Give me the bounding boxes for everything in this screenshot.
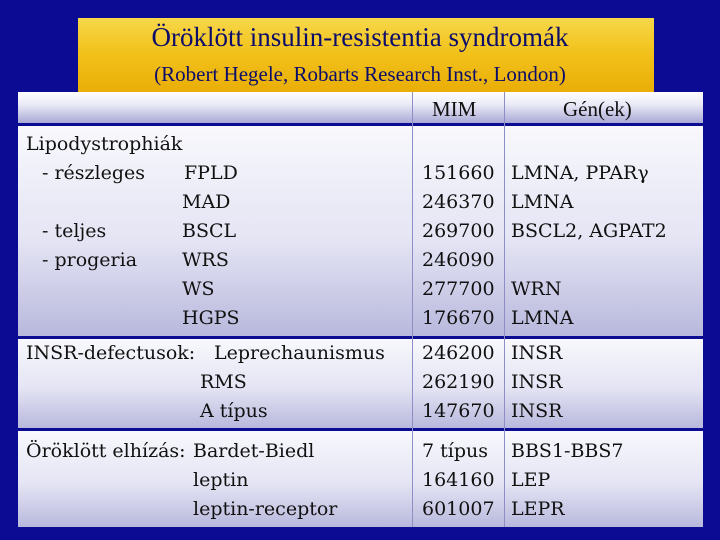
column-header-gene: Gén(ek) (563, 97, 632, 121)
syndrome-name: WRS (182, 249, 229, 271)
syndrome-name: leptin (193, 469, 249, 491)
mim-number: 601007 (422, 498, 495, 520)
mim-number: 176670 (422, 307, 495, 329)
gene-name: LEP (511, 469, 551, 491)
syndrome-name: RMS (200, 371, 247, 393)
gene-name: LEPR (511, 498, 565, 520)
syndrome-name: HGPS (182, 307, 240, 329)
group-heading-lipodystrophy: Lipodystrophiák (26, 133, 183, 155)
syndrome-name: Leprechaunismus (214, 342, 385, 364)
mim-number: 7 típus (422, 440, 488, 462)
column-divider (412, 92, 413, 527)
mim-number: 164160 (422, 469, 495, 491)
syndrome-name: BSCL (182, 220, 237, 242)
subgroup-label: - teljes (42, 220, 107, 242)
syndrome-name: MAD (182, 191, 231, 213)
mim-number: 246090 (422, 249, 495, 271)
mim-number: 246200 (422, 342, 495, 364)
gene-name: LMNA (511, 191, 574, 213)
gene-name: INSR (511, 342, 563, 364)
gene-name: LMNA (511, 307, 574, 329)
mim-number: 151660 (422, 162, 495, 184)
slide-title: Öröklött insulin-resistentia syndromák (151, 22, 569, 52)
syndrome-name: WS (182, 278, 215, 300)
gene-name: BBS1-BBS7 (511, 440, 624, 462)
group-heading-obesity: Öröklött elhízás: (26, 440, 186, 462)
gene-name: BSCL2, AGPAT2 (511, 220, 667, 242)
mim-number: 147670 (422, 400, 495, 422)
mim-number: 269700 (422, 220, 495, 242)
syndrome-name: Bardet-Biedl (193, 440, 315, 462)
syndrome-name: FPLD (184, 162, 238, 184)
gene-name: WRN (511, 278, 562, 300)
syndrome-name: A típus (200, 400, 268, 422)
slide-subtitle: (Robert Hegele, Robarts Research Inst., London) (154, 62, 566, 86)
gene-name: INSR (511, 400, 563, 422)
gene-name: INSR (511, 371, 563, 393)
subgroup-label: - részleges (42, 162, 146, 184)
column-divider (504, 92, 505, 527)
subgroup-label: - progeria (42, 249, 138, 271)
column-header-mim: MIM (432, 97, 477, 121)
mim-number: 262190 (422, 371, 495, 393)
group-heading-insr: INSR-defectusok: (26, 342, 196, 364)
gene-name: LMNA, PPARγ (511, 162, 649, 184)
mim-number: 246370 (422, 191, 495, 213)
mim-number: 277700 (422, 278, 495, 300)
syndrome-name: leptin-receptor (193, 498, 338, 520)
